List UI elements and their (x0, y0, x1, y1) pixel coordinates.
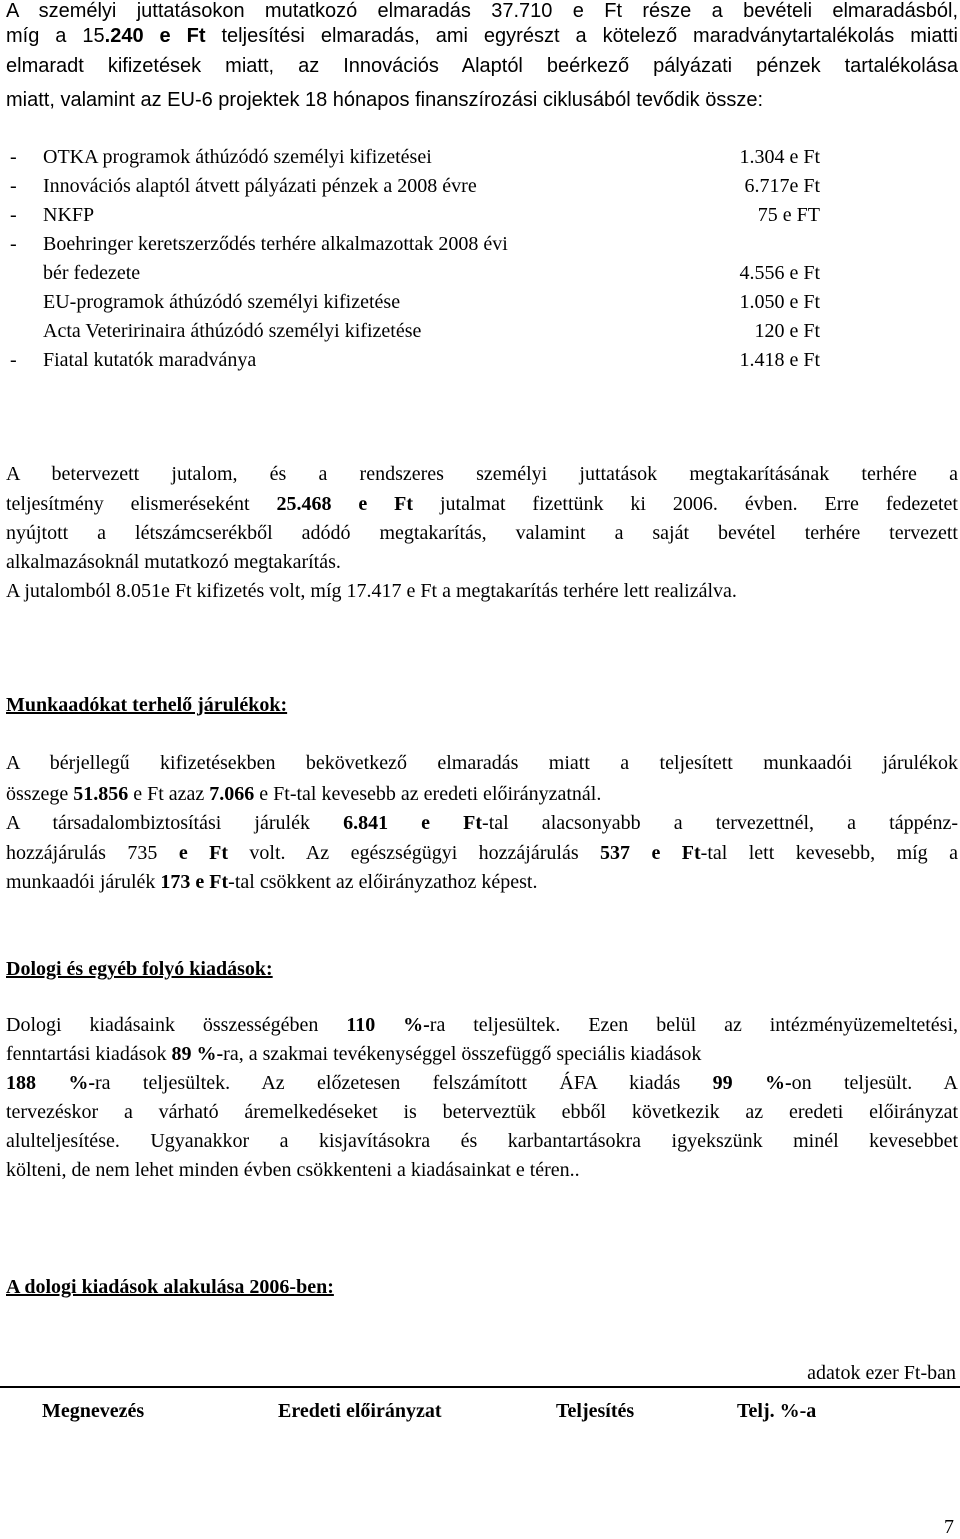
table-header-completion: Teljesítés (556, 1400, 635, 1422)
list-item-amount: 4.556 e Ft (739, 262, 820, 284)
list-item-amount: 1.050 e Ft (739, 291, 820, 313)
list-dash: - (10, 146, 17, 168)
p2-line-4: alkalmazásoknál mutatkozó megtakarítás. (6, 551, 341, 573)
list-item-label: bér fedezete (43, 262, 141, 284)
p2-line-5: A jutalomból 8.051e Ft kifizetés volt, míg 17.417 e Ft a megtakarítás terhére lett realizálva. (6, 580, 737, 602)
list-item-amount: 1.418 e Ft (739, 349, 820, 371)
list-item-label: Boehringer keretszerződés terhére alkalmazottak 2008 évi (43, 233, 508, 255)
p1-line-4: miatt, valamint az EU-6 projektek 18 hónapos finanszírozási ciklusából tevődik össze: (6, 89, 764, 111)
table-header-percent: Telj. %-a (737, 1400, 817, 1422)
list-item-label: OTKA programok áthúzódó személyi kifizetései (43, 146, 432, 168)
p4-line-5: alulteljesítése. Ugyanakkor a kisjavításokra és karbantartásokra igyekszünk minél kevesebbet (6, 1130, 958, 1152)
p2-line-2: teljesítmény elismeréseként 25.468 e Ft jutalmat fizettünk ki 2006. évben. Erre fedezetet (6, 493, 958, 515)
list-item-amount: 75 e FT (757, 204, 820, 226)
p4-line-1: Dologi kiadásaink összességében 110 %-ra teljesültek. Ezen belül az intézményüzemeltetési, (6, 1014, 958, 1036)
list-item-label: EU-programok áthúzódó személyi kifizetése (43, 291, 401, 313)
list-item-amount: 120 e Ft (754, 320, 820, 342)
p1-line-3: elmaradt kifizetések miatt, az Innovációs Alaptól beérkező pályázati pénzek tartalékolása (6, 55, 958, 77)
section-heading-material-expenses: Dologi és egyéb folyó kiadások: (6, 958, 273, 980)
p4-line-3: 188 %-ra teljesültek. Az előzetesen felszámított ÁFA kiadás 99 %-on teljesült. A (6, 1072, 958, 1094)
list-item-label: Fiatal kutatók maradványa (43, 349, 257, 371)
p3-line-5: munkaadói járulék 173 e Ft-tal csökkent az előirányzathoz képest. (6, 871, 538, 893)
list-item-label: Acta Veteririnaira áthúzódó személyi kifizetése (43, 320, 422, 342)
list-dash: - (10, 204, 17, 226)
section-heading-contributions: Munkaadókat terhelő járulékok: (6, 694, 288, 716)
p2-line-1: A betervezett jutalom, és a rendszeres személyi juttatások megtakarításának terhére a (6, 463, 958, 485)
list-item-label: NKFP (43, 204, 95, 226)
list-item-amount: 6.717e Ft (744, 175, 820, 197)
page-number: 7 (944, 1516, 954, 1538)
p3-line-2: összege 51.856 e Ft azaz 7.066 e Ft-tal kevesebb az eredeti előirányzatnál. (6, 783, 602, 805)
list-item-amount: 1.304 e Ft (739, 146, 820, 168)
list-dash: - (10, 175, 17, 197)
p3-line-3: A társadalombiztosítási járulék 6.841 e Ft-tal alacsonyabb a tervezettnél, a táppénz- (6, 812, 958, 834)
p3-line-4: hozzájárulás 735 e Ft volt. Az egészségügyi hozzájárulás 537 e Ft-tal lett kevesebb, míg a (6, 842, 958, 864)
list-dash: - (10, 349, 17, 371)
section-heading-table: A dologi kiadások alakulása 2006-ben: (6, 1276, 334, 1298)
p2-line-3: nyújtott a létszámcserékből adódó megtakarítás, valamint a saját bevétel terhére tervezett (6, 522, 958, 544)
p3-line-1: A bérjellegű kifizetésekben bekövetkező elmaradás miatt a teljesített munkaadói járulékok (6, 752, 958, 774)
p4-line-2: fenntartási kiadások 89 %-ra, a szakmai tevékenységgel összefüggő speciális kiadások (6, 1043, 702, 1065)
table-header-row (0, 1386, 960, 1428)
p1-line-1: A személyi juttatásokon mutatkozó elmaradás 37.710 e Ft része a bevételi elmaradásból, (6, 0, 958, 22)
list-item-label: Innovációs alaptól átvett pályázati pénzek a 2008 évre (43, 175, 477, 197)
p4-line-4: tervezéskor a várható áremelkedéseket is beterveztük ebből következik az eredeti előirányzat (6, 1101, 958, 1123)
table-header-name: Megnevezés (42, 1400, 145, 1422)
table-unit-note: adatok ezer Ft-ban (807, 1362, 956, 1384)
list-dash: - (10, 233, 17, 255)
table-header-original: Eredeti előirányzat (278, 1400, 442, 1422)
p1-line-2: míg a 15.240 e Ft teljesítési elmaradás, ami egyrészt a kötelező maradványtartalékolás miatti (6, 25, 959, 47)
p4-line-6: költeni, de nem lehet minden évben csökkenteni a kiadásainkat e téren.. (6, 1159, 580, 1181)
